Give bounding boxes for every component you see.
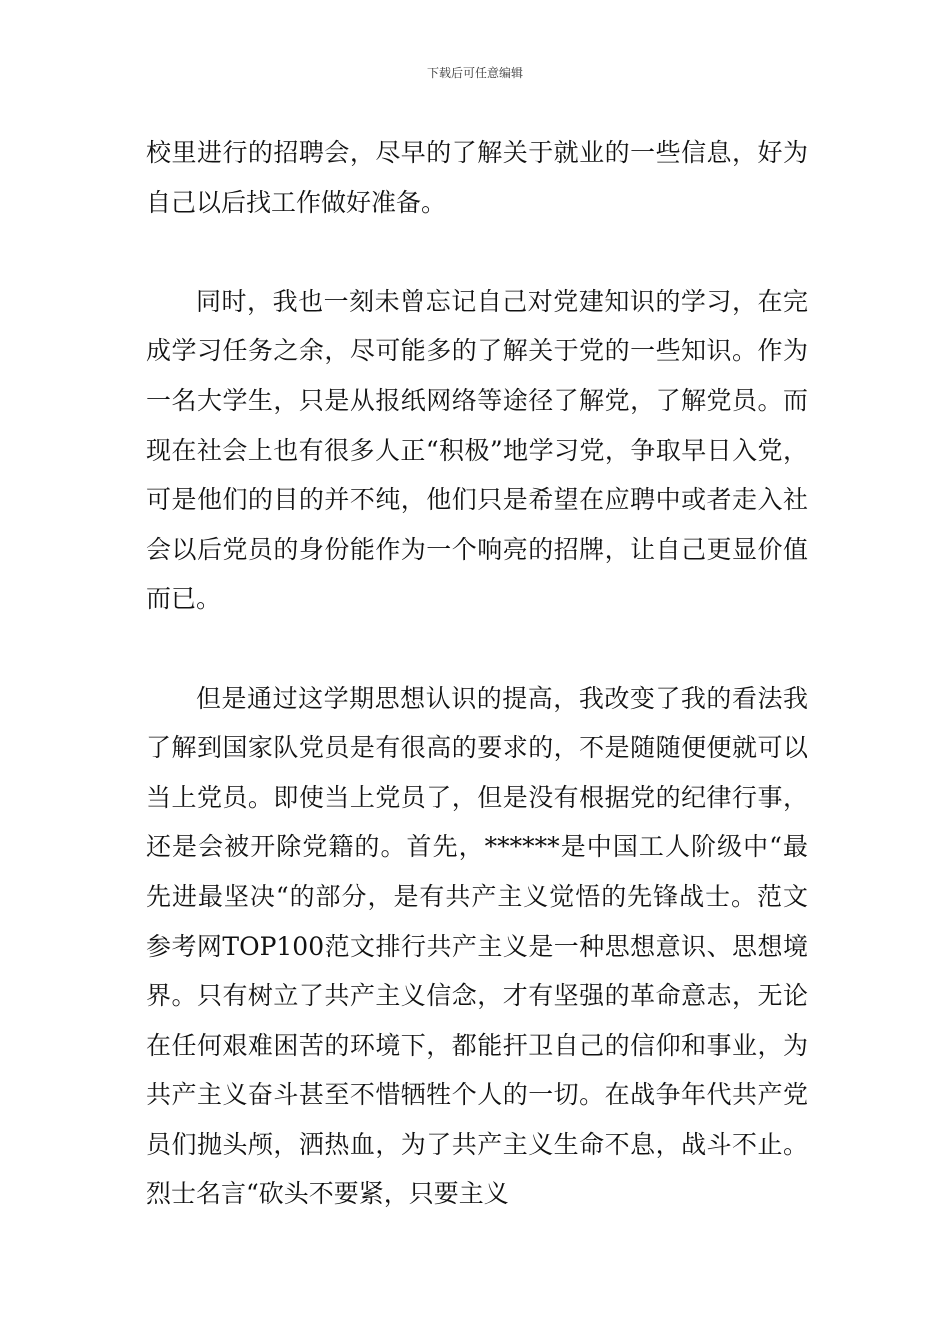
page-header: 下载后可任意编辑 [426, 66, 523, 80]
paragraph-3: 但是通过这学期思想认识的提高，我改变了我的看法我了解到国家队党员是有很高的要求的，不是随随便便就可以当上党员。即使当上党员了，但是没有根据党的纪律行事，还是会被开除党籍的。首先，******是中国工人阶级中“最先进最坚决“的部分，是有共产主义觉悟的先锋战士。范文参考网TOP100范文排行共产主义是一种思想意识、思想境界。只有树立了共产主义信念，才有坚强的革命意志，无论在任何艰难困苦的环境下，都能扞卫自己的信仰和事业，为共产主义奋斗甚至不惜牺牲个人的一切。在战争年代共产党员们抛头颅，洒热血，为了共产主义生命不息，战斗不止。烈士名言“砍头不要紧，只要主义 [146, 683, 808, 1209]
paragraph-1: 校里进行的招聘会，尽早的了解关于就业的一些信息，好为自己以后找工作做好准备。 [146, 138, 808, 217]
paragraph-spacer [146, 624, 808, 674]
paragraph-spacer [146, 227, 808, 277]
document-body [146, 128, 808, 1219]
paragraph-2: 同时，我也一刻未曾忘记自己对党建知识的学习，在完成学习任务之余，尽可能多的了解关于党的一些知识。作为一名大学生，只是从报纸网络等途径了解党，了解党员。而现在社会上也有很多人正“积极”地学习党，争取早日入党，可是他们的目的并不纯，他们只是希望在应聘中或者走入社会以后党员的身份能作为一个响亮的招牌，让自己更显价值而已。 [146, 286, 808, 614]
